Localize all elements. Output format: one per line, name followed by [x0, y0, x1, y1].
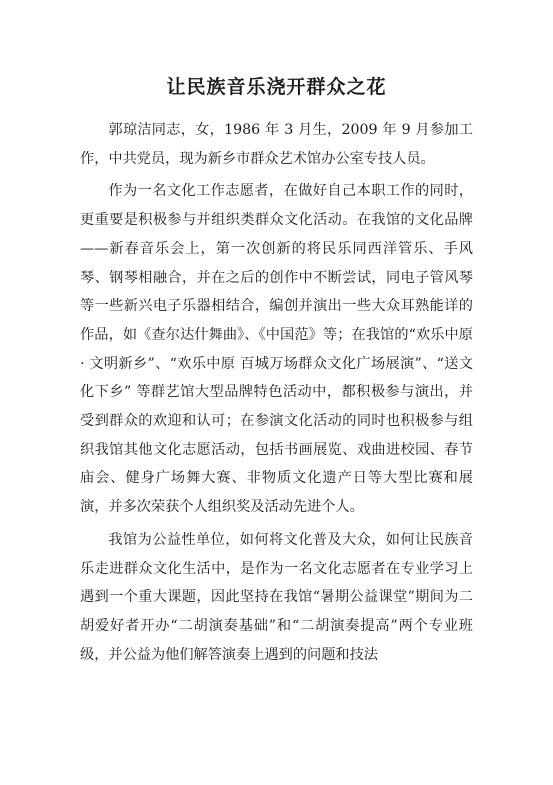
paragraph-profile: 郭琼洁同志，女，1986 年 3 月生，2009 年 9 月参加工作，中共党员，现为新乡市群众艺术馆办公室专技人员。 [80, 122, 473, 167]
document-body [80, 116, 473, 673]
document-title: 让民族音乐浇开群众之花 [166, 76, 387, 98]
paragraph-public-courses: 我馆为公益性单位，如何将文化普及大众，如何让民族音乐走进群众文化生活中，是作为一名文化志愿者在专业学习上遇到一个重大课题，因此坚持在我馆“暑期公益课堂”期间为二胡爱好者开办“二胡演奏基础”和“二胡演奏提高”两个专业班级，并公益为他们解答演奏上遇到的问题和技法 [80, 531, 473, 663]
paragraph-volunteer-work: 作为一名文化工作志愿者，在做好自己本职工作的同时，更重要是积极参与并组织类群众文化活动。在我馆的文化品牌——新春音乐会上，第一次创新的将民乐同西洋管乐、手风琴、钢琴相融合，并在之后的创作中不断尝试，同电子管风琴等一些新兴电子乐器相结合，编创并演出一些大众耳熟能详的作品，如《查尔达什舞曲》、《中国范》等；在我馆的“欢乐中原 · 文明新乡”、“欢乐中原 百城万场群众文化广场展演”、“送文化下乡” 等群艺馆大型品牌特色活动中，都积极参与演出，并受到群众的欢迎和认可；在参演文化活动的同时也积极参与组织我馆其他文化志愿活动，包括书画展览、戏曲进校园、春节庙会、健身广场舞大赛、非物质文化遗产日等大型比赛和展演，并多次荣获个人组织奖及活动先进个人。 [80, 183, 473, 516]
